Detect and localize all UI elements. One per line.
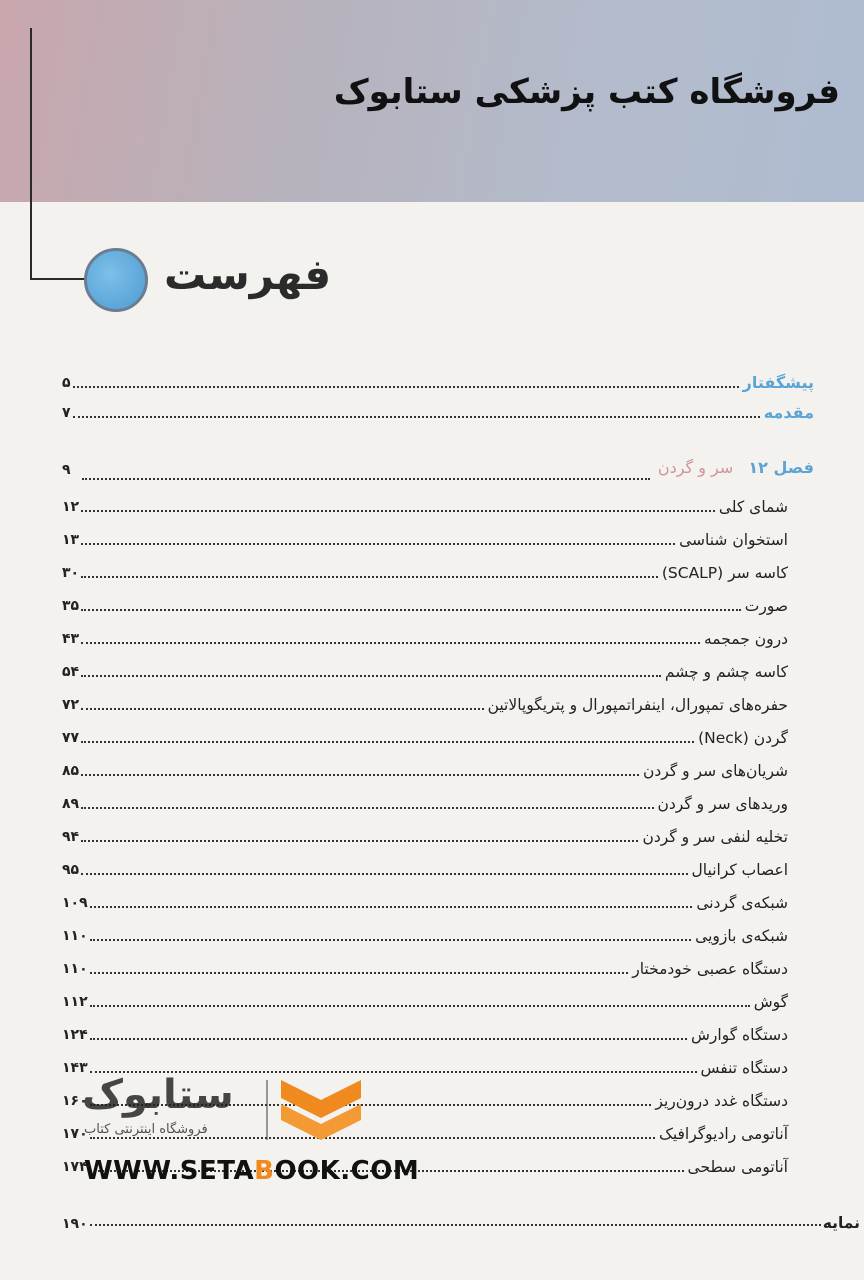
- toc-entry-page: ۱۷۰: [62, 1126, 88, 1142]
- toc-entry-page: ۱۰۹: [62, 895, 88, 911]
- leader-dots: [73, 416, 760, 418]
- toc-row[interactable]: [62, 884, 814, 914]
- toc-entry-page: ۳۵: [62, 598, 80, 614]
- toc-entry-page: ۵۴: [62, 664, 80, 680]
- chapter-heading[interactable]: [658, 458, 814, 477]
- leader-dots: [73, 386, 739, 388]
- leader-dots: [81, 675, 661, 677]
- leader-dots: [82, 478, 650, 480]
- decorative-vertical-line: [30, 28, 32, 280]
- page-header-title: فروشگاه کتب پزشکی ستابوک: [333, 72, 840, 112]
- toc-entry-page: ۱۷۴: [62, 1159, 88, 1175]
- toc-row-introduction[interactable]: [62, 394, 814, 424]
- decorative-horizontal-line: [30, 278, 86, 280]
- leader-dots: [90, 972, 629, 974]
- toc-entry-page: ۷: [62, 405, 71, 421]
- toc-entry-title: کاسه سر (SCALP): [661, 564, 788, 582]
- toc-row-index[interactable]: [62, 1202, 860, 1232]
- leader-dots: [81, 576, 658, 578]
- chapter-name: سر و گردن: [657, 458, 734, 477]
- toc-row[interactable]: [62, 587, 814, 617]
- url-prefix: WWW.SETA: [84, 1156, 255, 1186]
- toc-entry-page: ۴۳: [62, 631, 80, 647]
- leader-dots: [81, 609, 741, 611]
- toc-entry-page: ۱۶۰: [62, 1093, 88, 1109]
- toc-row[interactable]: [62, 785, 814, 815]
- toc-row[interactable]: [62, 917, 814, 947]
- toc-circle-icon: [84, 248, 148, 312]
- toc-row-preface[interactable]: [62, 364, 814, 394]
- toc-entry-page: ۸۹: [62, 796, 80, 812]
- toc-entry-page: ۷۷: [62, 730, 80, 746]
- toc-row[interactable]: [62, 686, 814, 716]
- toc-row[interactable]: [62, 950, 814, 980]
- toc-entry-page: ۸۵: [62, 763, 80, 779]
- toc-row[interactable]: [62, 521, 814, 551]
- leader-dots: [81, 774, 639, 776]
- toc-entry-page: ۵: [62, 375, 71, 391]
- toc-entry-title: گوش: [753, 993, 788, 1011]
- leader-dots: [90, 1137, 655, 1139]
- toc-row[interactable]: [62, 818, 814, 848]
- toc-entry-title: وریدهای سر و گردن: [657, 795, 788, 813]
- toc-entry-title: شریان‌های سر و گردن: [642, 762, 788, 780]
- toc-entry-title: تخلیه لنفی سر و گردن: [642, 828, 788, 846]
- toc-entry-page: ۹۴: [62, 829, 80, 845]
- leader-dots: [90, 906, 693, 908]
- toc-row[interactable]: [62, 1016, 814, 1046]
- leader-dots: [81, 708, 483, 710]
- toc-entry-title: دستگاه گوارش: [691, 1026, 788, 1044]
- toc-entry-title: کاسه چشم و چشم: [664, 663, 788, 681]
- chapter-page: ۹: [62, 462, 71, 478]
- leader-dots: [81, 510, 715, 512]
- toc-entry-title: شبکه‌ی بازویی: [695, 927, 788, 945]
- toc-heading: فهرست: [164, 250, 332, 299]
- toc-row[interactable]: [62, 719, 814, 749]
- toc-entry-title: پیشگفتار: [742, 373, 814, 392]
- watermark-url[interactable]: [84, 1156, 419, 1186]
- leader-dots: [90, 1005, 750, 1007]
- toc-row[interactable]: [62, 653, 814, 683]
- toc-entry-page: ۱۴۳: [62, 1060, 88, 1076]
- leader-dots: [81, 873, 687, 875]
- toc-entry-title: دستگاه عصبی خودمختار: [632, 960, 788, 978]
- leader-dots: [81, 741, 694, 743]
- toc-row[interactable]: [62, 851, 814, 881]
- leader-dots: [90, 1038, 687, 1040]
- url-accent: B: [254, 1156, 275, 1186]
- url-suffix: OOK.COM: [274, 1156, 420, 1186]
- leader-dots: [81, 642, 700, 644]
- toc-entry-page: ۷۲: [62, 697, 80, 713]
- toc-entry-title: مقدمه: [763, 403, 814, 422]
- leader-dots: [90, 939, 692, 941]
- toc-entry-title: گردن (Neck): [698, 729, 788, 747]
- watermark-subtitle: فروشگاه اینترنتی کتاب: [84, 1122, 208, 1137]
- toc-row[interactable]: [62, 488, 814, 518]
- toc-entry-title: نمایه: [822, 1214, 860, 1232]
- chapter-label: فصل ۱۲: [748, 458, 814, 477]
- leader-dots: [81, 840, 638, 842]
- toc-entry-page: ۱۹۰: [62, 1216, 88, 1232]
- toc-entry-title: دستگاه غدد درون‌ریز: [655, 1092, 788, 1110]
- toc-entry-page: ۱۱۰: [62, 928, 88, 944]
- toc-entry-page: ۱۲۴: [62, 1027, 88, 1043]
- toc-row[interactable]: [62, 554, 814, 584]
- watermark-chevron-icon: [276, 1072, 366, 1142]
- toc-row[interactable]: [62, 620, 814, 650]
- leader-dots: [81, 543, 675, 545]
- toc-entry-title: صورت: [744, 597, 788, 615]
- leader-dots: [90, 1224, 821, 1226]
- toc-entry-page: ۱۱۰: [62, 961, 88, 977]
- toc-entry-page: ۱۳: [62, 532, 80, 548]
- toc-entry-page: ۱۱۲: [62, 994, 88, 1010]
- toc-entry-title: دستگاه تنفس: [700, 1059, 788, 1077]
- toc-entry-title: استخوان شناسی: [679, 531, 788, 549]
- toc-entry-title: حفره‌های تمپورال، اینفراتمپورال و پتریگوپالاتین: [487, 696, 788, 714]
- watermark-separator: [266, 1080, 268, 1140]
- toc-entry-page: ۹۵: [62, 862, 80, 878]
- toc-entry-page: ۳۰: [62, 565, 80, 581]
- toc-entry-title: شبکه‌ی گردنی: [696, 894, 788, 912]
- toc-entry-title: آناتومی رادیوگرافیک: [658, 1125, 788, 1143]
- leader-dots: [81, 807, 653, 809]
- toc-entry-title: درون جمجمه: [703, 630, 788, 648]
- toc-entry-page: ۱۲: [62, 499, 80, 515]
- toc-row[interactable]: [62, 983, 814, 1013]
- toc-entry-title: شمای کلی: [718, 498, 788, 516]
- watermark-logo-text: ستابوک: [82, 1072, 234, 1118]
- toc-row[interactable]: [62, 752, 814, 782]
- toc-entry-title: آناتومی سطحی: [687, 1158, 788, 1176]
- toc-entry-title: اعصاب کرانیال: [691, 861, 788, 879]
